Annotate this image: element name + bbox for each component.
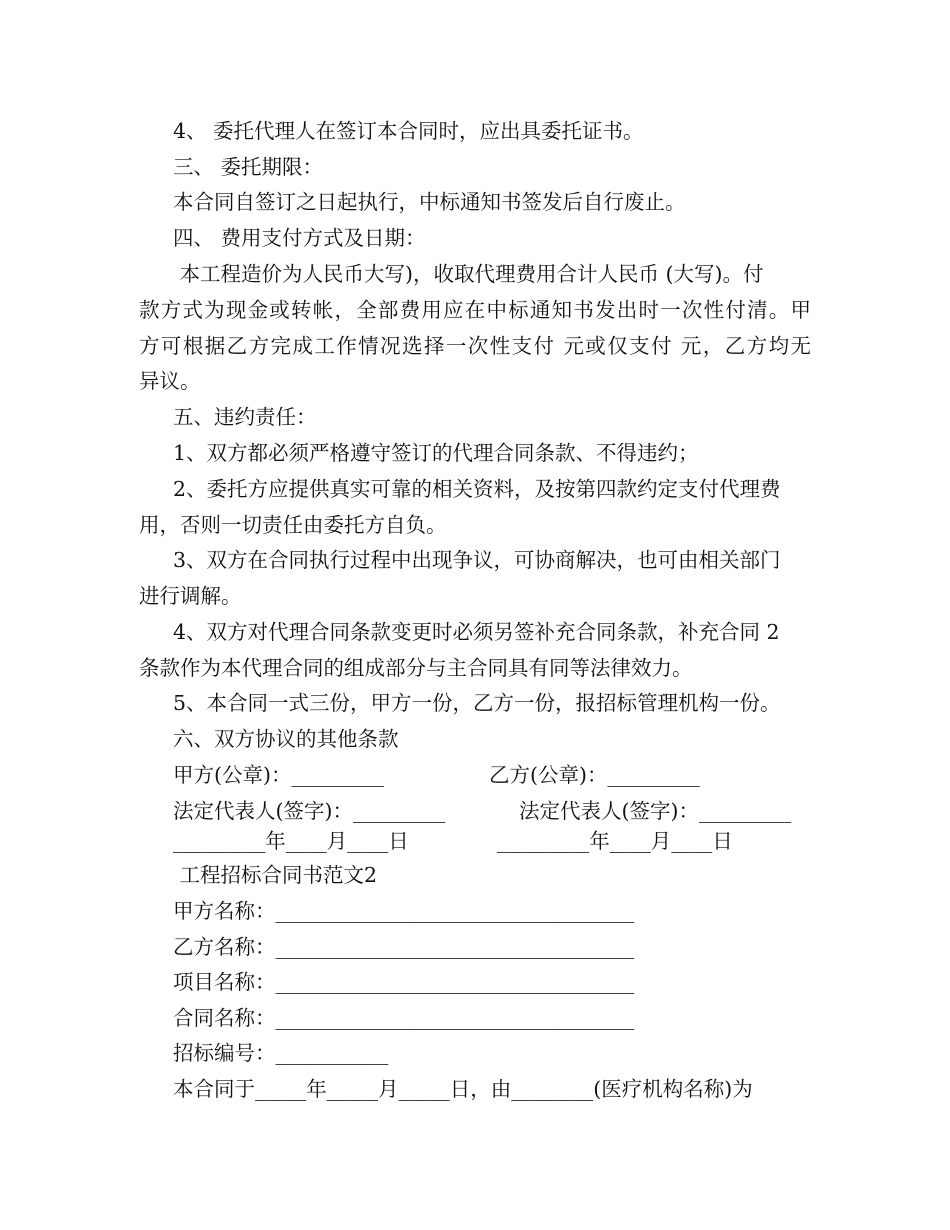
liability-2-line-1: 2、委托方应提供真实可靠的相关资料，及按第四款约定支付代理费 [173, 477, 781, 501]
fee-line-2: 款方式为现金或转帐，全部费用应在中标通知书发出时一次性付清。甲 [139, 298, 811, 322]
fee-line-3: 方可根据乙方完成工作情况选择一次性支付 元或仅支付 元，乙方均无 [139, 334, 811, 358]
party-b-representative: 法定代表人(签字)：_________ [519, 799, 792, 823]
party-a-name-field: 甲方名称：___________________________________ [173, 899, 635, 923]
sample-2-title: 工程招标合同书范文2 [173, 863, 378, 887]
clause-4-certificate: 4、 委托代理人在签订本合同时，应出具委托证书。 [173, 119, 644, 143]
contract-name-field: 合同名称：___________________________________ [173, 1006, 635, 1030]
heading-6-other-terms: 六、双方协议的其他条款 [173, 727, 399, 751]
liability-4-line-1: 4、双方对代理合同条款变更时必须另签补充合同条款，补充合同 2 [173, 620, 780, 644]
tender-number-field: 招标编号：___________ [173, 1041, 389, 1065]
party-a-seal: 甲方(公章)：_________ [173, 763, 384, 787]
party-a-date: _________年____月____日 [173, 829, 409, 853]
liability-5: 5、本合同一式三份，甲方一份，乙方一份，报招标管理机构一份。 [173, 691, 781, 715]
contract-intro-line: 本合同于_____年_____月_____日，由________(医疗机构名称)为 [173, 1077, 753, 1101]
project-name-field: 项目名称：___________________________________ [173, 970, 635, 994]
liability-1: 1、双方都必须严格遵守签订的代理合同条款、不得违约； [173, 441, 699, 465]
liability-2-line-2: 用，否则一切责任由委托方自负。 [139, 513, 447, 537]
party-b-seal: 乙方(公章)：_________ [489, 763, 700, 787]
liability-3-line-2: 进行调解。 [139, 584, 242, 608]
period-text: 本合同自签订之日起执行，中标通知书签发后自行废止。 [173, 190, 686, 214]
liability-4-line-2: 条款作为本代理合同的组成部分与主合同具有同等法律效力。 [139, 656, 693, 680]
party-b-date: _________年____月____日 [497, 829, 733, 853]
heading-5-liability: 五、违约责任： [173, 405, 317, 429]
party-a-representative: 法定代表人(签字)：_________ [173, 799, 446, 823]
heading-4-payment: 四、 费用支付方式及日期： [173, 226, 426, 250]
fee-line-4: 异议。 [139, 369, 201, 393]
heading-3-period: 三、 委托期限： [173, 155, 324, 179]
fee-line-1: 本工程造价为人民币大写)，收取代理费用合计人民币 (大写)。付 [173, 262, 764, 286]
liability-3-line-1: 3、双方在合同执行过程中出现争议，可协商解决，也可由相关部门 [173, 548, 781, 572]
party-b-name-field: 乙方名称：___________________________________ [173, 935, 635, 959]
